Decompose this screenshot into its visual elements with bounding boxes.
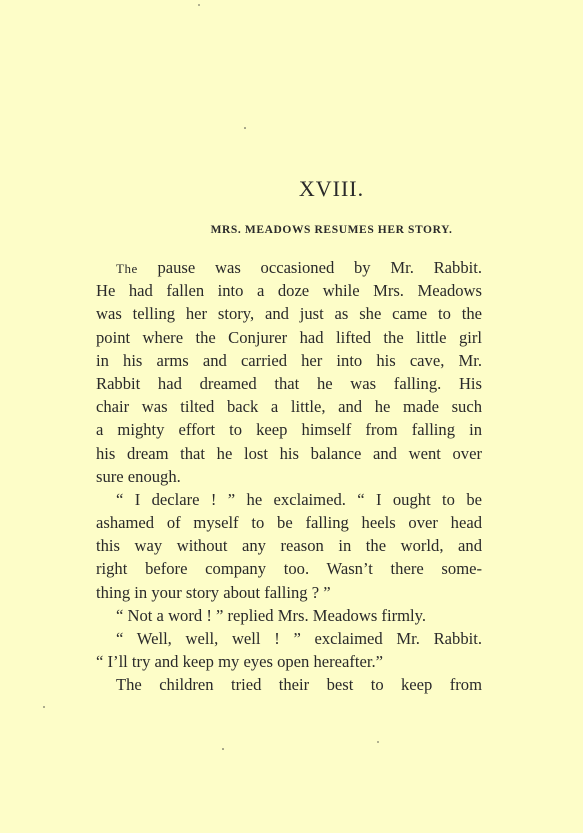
text-line: Rabbit had dreamed that he was falling. His bbox=[96, 373, 482, 393]
text-line: “ Well, well, well ! ” exclaimed Mr. Rabbit. bbox=[116, 629, 482, 648]
text-line: “ Not a word ! ” replied Mrs. Meadows firmly. bbox=[116, 605, 426, 625]
paper-speck bbox=[377, 741, 379, 743]
text-line: The children tried their best to keep from bbox=[116, 675, 482, 695]
text-line: The pause was occasioned by Mr. Rabbit. bbox=[116, 258, 482, 277]
text-line: “ I declare ! ” he exclaimed. “ I ought to be bbox=[116, 489, 482, 509]
text-line: chair was tilted back a little, and he made such bbox=[96, 397, 482, 417]
text-line: sure enough. bbox=[96, 466, 181, 486]
drop-word: The bbox=[116, 261, 138, 276]
text-line: in his arms and carried her into his cave, Mr. bbox=[96, 350, 482, 370]
text-line: point where the Conjurer had lifted the little girl bbox=[96, 327, 482, 347]
paper-speck bbox=[244, 127, 246, 129]
paper-speck bbox=[43, 706, 45, 708]
text-line: right before company too. Wasn’t there some- bbox=[96, 559, 482, 579]
text-line: was telling her story, and just as she came to the bbox=[96, 304, 482, 324]
text-line: ashamed of myself to be falling heels over head bbox=[96, 513, 482, 533]
text-line: this way without any reason in the world, and bbox=[96, 536, 482, 556]
text-line: He had fallen into a doze while Mrs. Meadows bbox=[96, 281, 482, 301]
chapter-title: MRS. MEADOWS RESUMES HER STORY. bbox=[210, 224, 453, 236]
text-line: a mighty effort to keep himself from falling in bbox=[96, 420, 482, 440]
paper-speck bbox=[198, 4, 200, 6]
text-line: “ I’ll try and keep my eyes open hereafter.” bbox=[96, 652, 384, 672]
paper-speck bbox=[222, 748, 224, 750]
text-line: his dream that he lost his balance and went over bbox=[96, 443, 482, 463]
chapter-number: XVIII. bbox=[298, 176, 365, 201]
body-text bbox=[96, 256, 482, 697]
text-line: thing in your story about falling ? ” bbox=[96, 582, 331, 602]
